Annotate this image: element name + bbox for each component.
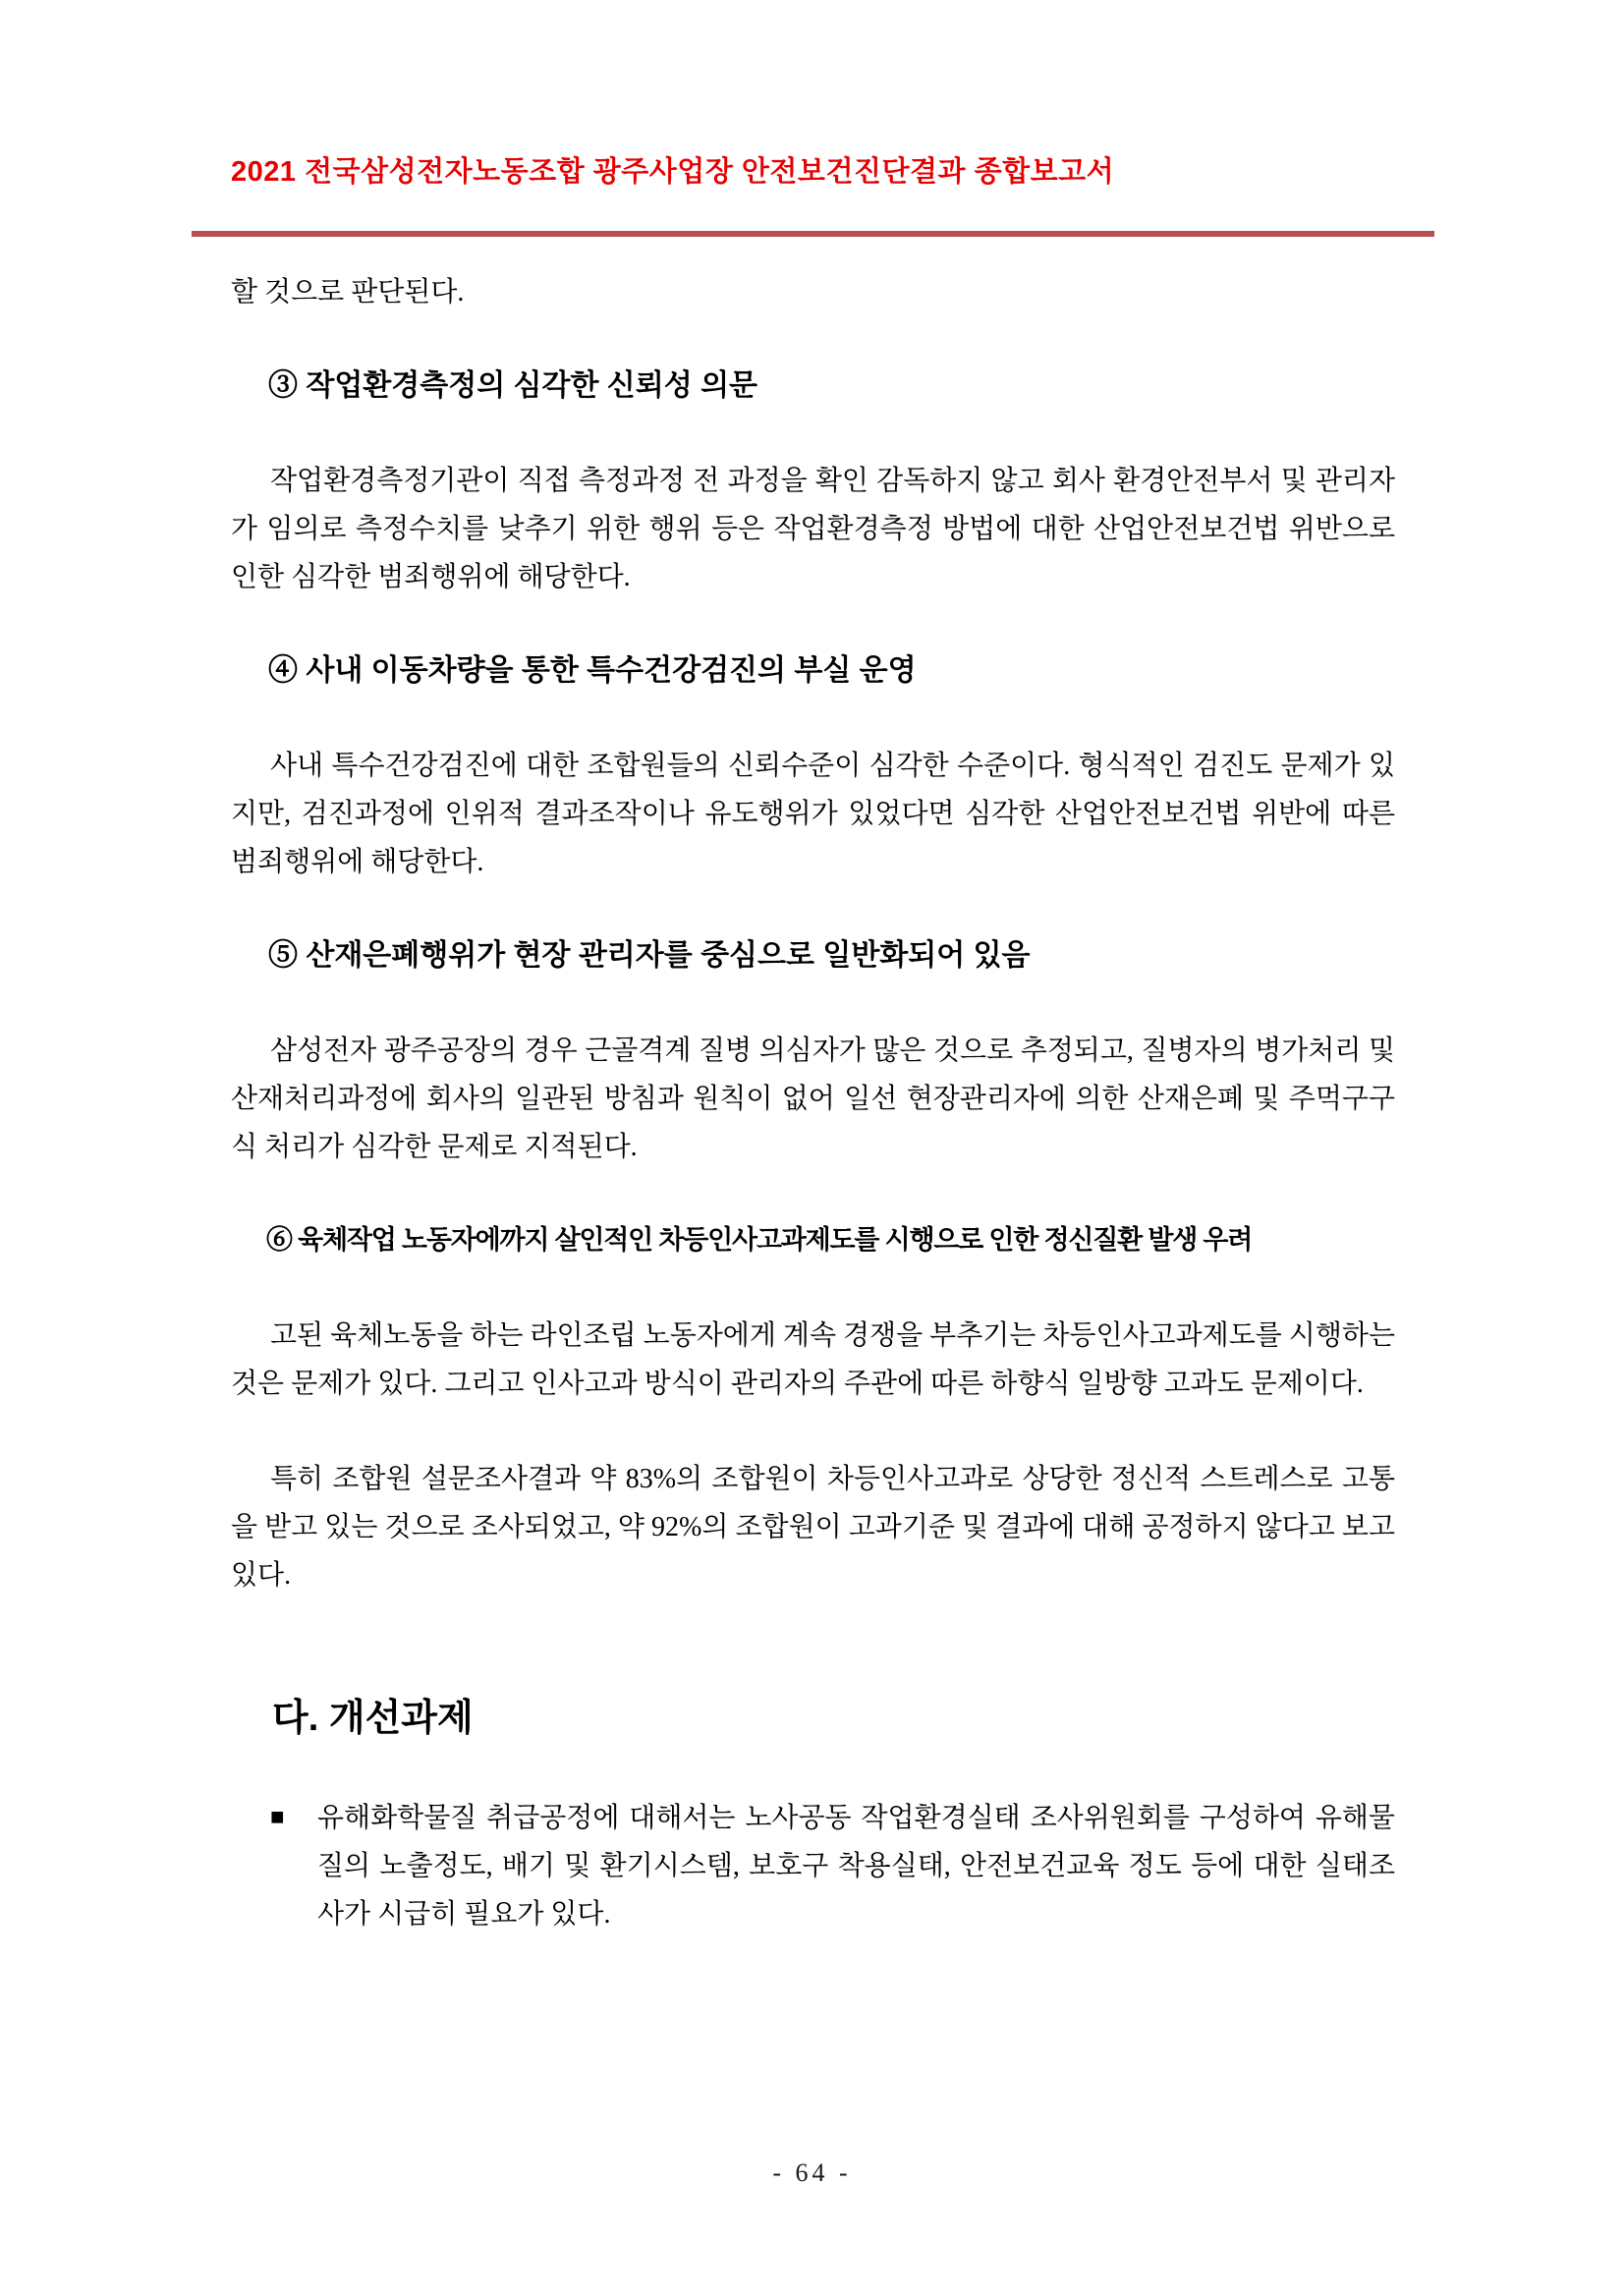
square-bullet-icon: ■: [270, 1805, 285, 1830]
section-5-paragraph: 삼성전자 광주공장의 경우 근골격계 질병 의심자가 많은 것으로 추정되고, 질병자의 병가처리 및 산재처리과정에 회사의 일관된 방침과 원칙이 없어 일선 현장관리자에 의한 산재은폐 및 주먹구구식 처리가 심각한 문제로 지적된다.: [231, 1036, 1395, 1162]
section-4-heading: ④ 사내 이동차량을 통한 특수건강검진의 부실 운영: [268, 654, 917, 687]
section-improvement-tasks: [231, 1694, 1395, 1938]
section-6-heading: ⑥ 육체작업 노동자에까지 살인적인 차등인사고과제도를 시행으로 인한 정신질환 발생 우려: [266, 1225, 1253, 1255]
improvement-heading: 다. 개선과제: [272, 1698, 474, 1739]
document-body: [231, 268, 1395, 1938]
section-6-paragraph-2: 특히 조합원 설문조사결과 약 83%의 조합원이 차등인사고과로 상당한 정신적 스트레스로 고통을 받고 있는 것으로 조사되었고, 약 92%의 조합원이 고과기준 및 결과에 대해 공정하지 않다고 보고 있다.: [231, 1464, 1395, 1591]
report-title: 2021 전국삼성전자노동조합 광주사업장 안전보건진단결과 종합보고서: [231, 156, 1115, 188]
section-3-heading: ③ 작업환경측정의 심각한 신뢰성 의문: [268, 369, 758, 402]
section-6-paragraph-1: 고된 육체노동을 하는 라인조립 노동자에게 계속 경쟁을 부추기는 차등인사고과제도를 시행하는 것은 문제가 있다. 그리고 인사고과 방식이 관리자의 주관에 따른 하향식 일방향 고과도 문제이다.: [231, 1320, 1395, 1399]
page-number: - 64 -: [772, 2158, 852, 2187]
section-3-paragraph: 작업환경측정기관이 직접 측정과정 전 과정을 확인 감독하지 않고 회사 환경안전부서 및 관리자가 임의로 측정수치를 낮추기 위한 행위 등은 작업환경측정 방법에 대한 산업안전보건법 위반으로 인한 심각한 범죄행위에 해당한다.: [231, 466, 1395, 592]
section-4-paragraph: 사내 특수건강검진에 대한 조합원들의 신뢰수준이 심각한 수준이다. 형식적인 검진도 문제가 있지만, 검진과정에 인위적 결과조작이나 유도행위가 있었다면 심각한 산업안전보건법 위반에 따른 범죄행위에 해당한다.: [231, 751, 1395, 877]
bullet-item: [270, 1794, 1395, 1938]
section-workplace-measurement: [231, 362, 1395, 601]
section-performance-rating: [231, 1216, 1395, 1599]
header-divider: [192, 231, 1434, 237]
intro-paragraph: 할 것으로 판단된다.: [231, 277, 465, 308]
bullet-paragraph: 유해화학물질 취급공정에 대해서는 노사공동 작업환경실태 조사위원회를 구성하여 유해물질의 노출정도, 배기 및 환기시스템, 보호구 착용실태, 안전보건교육 정도 등에 대한 실태조사가 시급히 필요가 있다.: [317, 1803, 1395, 1930]
section-health-examination: [231, 646, 1395, 886]
section-5-heading: ⑤ 산재은폐행위가 현장 관리자를 중심으로 일반화되어 있음: [268, 939, 1031, 972]
section-accident-concealment: [231, 931, 1395, 1171]
document-header: [231, 149, 1395, 237]
